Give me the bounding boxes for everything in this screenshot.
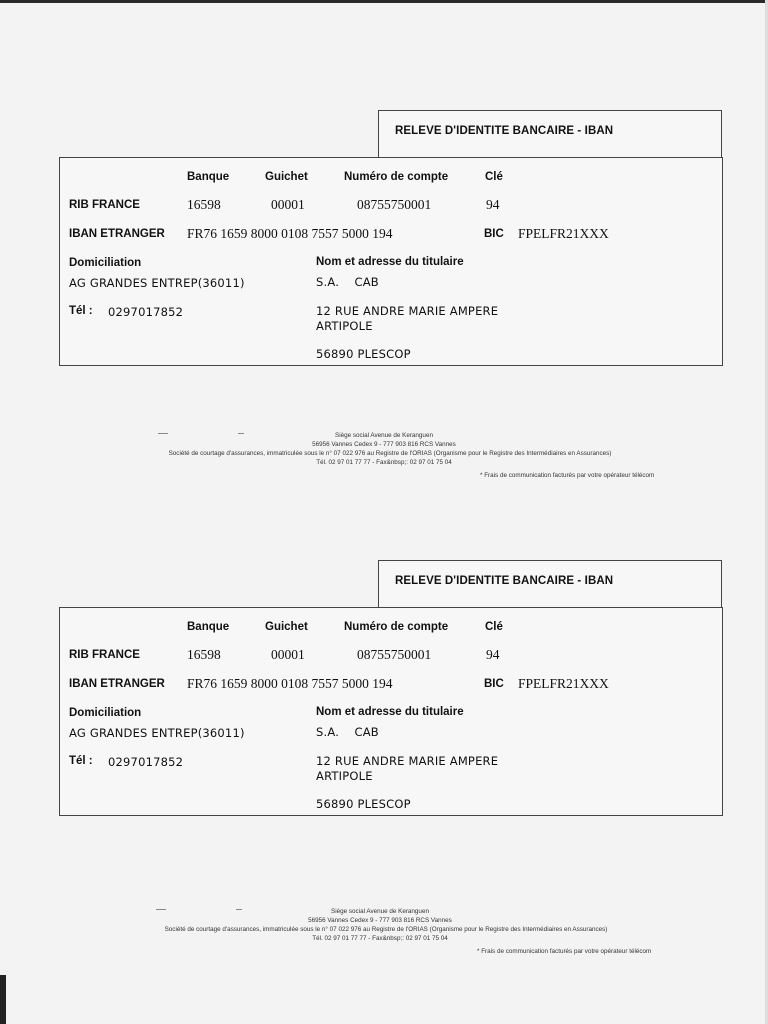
- iban-value: FR76 1659 8000 0108 7557 5000 194: [187, 226, 393, 241]
- header-cle: Clé: [485, 171, 503, 183]
- iban-label: IBAN ETRANGER: [69, 228, 165, 240]
- rib-title-tab: [378, 110, 722, 157]
- header-compte: Numéro de compte: [344, 621, 449, 633]
- tel-value: 0297017852: [108, 305, 184, 319]
- header-compte: Numéro de compte: [344, 171, 449, 183]
- compte-value: 08755750001: [357, 647, 432, 662]
- rib-title: RELEVE D'IDENTITE BANCAIRE - IBAN: [395, 125, 614, 137]
- rib-box: [59, 607, 723, 816]
- header-cle: Clé: [485, 621, 503, 633]
- bic-value: FPELFR21XXX: [518, 676, 609, 691]
- banque-value: 16598: [187, 647, 221, 662]
- rib-france-label: RIB FRANCE: [69, 199, 140, 211]
- footer-line-4: Tél. 02 97 01 77 77 - Fax&nbsp;: 02 97 01 75 04: [316, 459, 452, 466]
- address-line-1: 12 RUE ANDRE MARIE AMPERE: [316, 754, 499, 768]
- address-line-2: ARTIPOLE: [316, 319, 373, 333]
- domiciliation-label: Domiciliation: [69, 707, 142, 719]
- titulaire-name: S.A. CAB: [316, 725, 379, 739]
- guichet-value: 00001: [271, 647, 305, 662]
- address-line-3: 56890 PLESCOP: [316, 347, 411, 361]
- rib-title: RELEVE D'IDENTITE BANCAIRE - IBAN: [395, 575, 614, 587]
- iban-value: FR76 1659 8000 0108 7557 5000 194: [187, 676, 393, 691]
- guichet-value: 00001: [271, 197, 305, 212]
- footer-line-2: 56956 Vannes Cedex 9 - 777 903 816 RCS Vannes: [312, 441, 456, 448]
- tel-label: Tél :: [69, 755, 93, 767]
- titulaire-label: Nom et adresse du titulaire: [316, 706, 464, 718]
- rib-card-2: [0, 560, 768, 940]
- rib-title-tab: [378, 560, 722, 607]
- footer-line-2: 56956 Vannes Cedex 9 - 777 903 816 RCS Vannes: [308, 917, 452, 924]
- header-guichet: Guichet: [265, 621, 308, 633]
- tel-label: Tél :: [69, 305, 93, 317]
- footer-line-1: Siège social Avenue de Keranguen: [335, 432, 433, 439]
- cle-value: 94: [486, 197, 500, 212]
- header-banque: Banque: [187, 621, 230, 633]
- bic-value: FPELFR21XXX: [518, 226, 609, 241]
- footer-line-4: Tél. 02 97 01 77 77 - Fax&nbsp;: 02 97 01 75 04: [312, 935, 448, 942]
- iban-label: IBAN ETRANGER: [69, 678, 165, 690]
- footer-line-3: Société de courtage d'assurances, immatriculée sous le n° 07 022 976 au Registre de l'ORIAS (Organisme pour le Registre des Intermédiaires en Assurances): [164, 926, 608, 933]
- footer-line-1: Siège social Avenue de Keranguen: [331, 908, 429, 915]
- rib-box: [59, 157, 723, 366]
- cle-value: 94: [486, 647, 500, 662]
- titulaire-label: Nom et adresse du titulaire: [316, 256, 464, 268]
- header-guichet: Guichet: [265, 171, 308, 183]
- header-banque: Banque: [187, 171, 230, 183]
- page-edge: [0, 975, 6, 1024]
- compte-value: 08755750001: [357, 197, 432, 212]
- tel-value: 0297017852: [108, 755, 184, 769]
- bic-label: BIC: [484, 228, 504, 240]
- page-edge: [0, 0, 768, 3]
- footer-note: * Frais de communication facturés par votre opérateur télécom: [477, 948, 652, 955]
- titulaire-name: S.A. CAB: [316, 275, 379, 289]
- bic-label: BIC: [484, 678, 504, 690]
- address-line-3: 56890 PLESCOP: [316, 797, 411, 811]
- domiciliation-value: AG GRANDES ENTREP(36011): [69, 276, 245, 290]
- domiciliation-label: Domiciliation: [69, 257, 142, 269]
- rib-france-label: RIB FRANCE: [69, 649, 140, 661]
- banque-value: 16598: [187, 197, 221, 212]
- footer-line-3: Société de courtage d'assurances, immatriculée sous le n° 07 022 976 au Registre de l'ORIAS (Organisme pour le Registre des Intermédiaires en Assurances): [168, 450, 612, 457]
- footer-note: * Frais de communication facturés par votre opérateur télécom: [480, 472, 655, 479]
- address-line-1: 12 RUE ANDRE MARIE AMPERE: [316, 304, 499, 318]
- domiciliation-value: AG GRANDES ENTREP(36011): [69, 726, 245, 740]
- address-line-2: ARTIPOLE: [316, 769, 373, 783]
